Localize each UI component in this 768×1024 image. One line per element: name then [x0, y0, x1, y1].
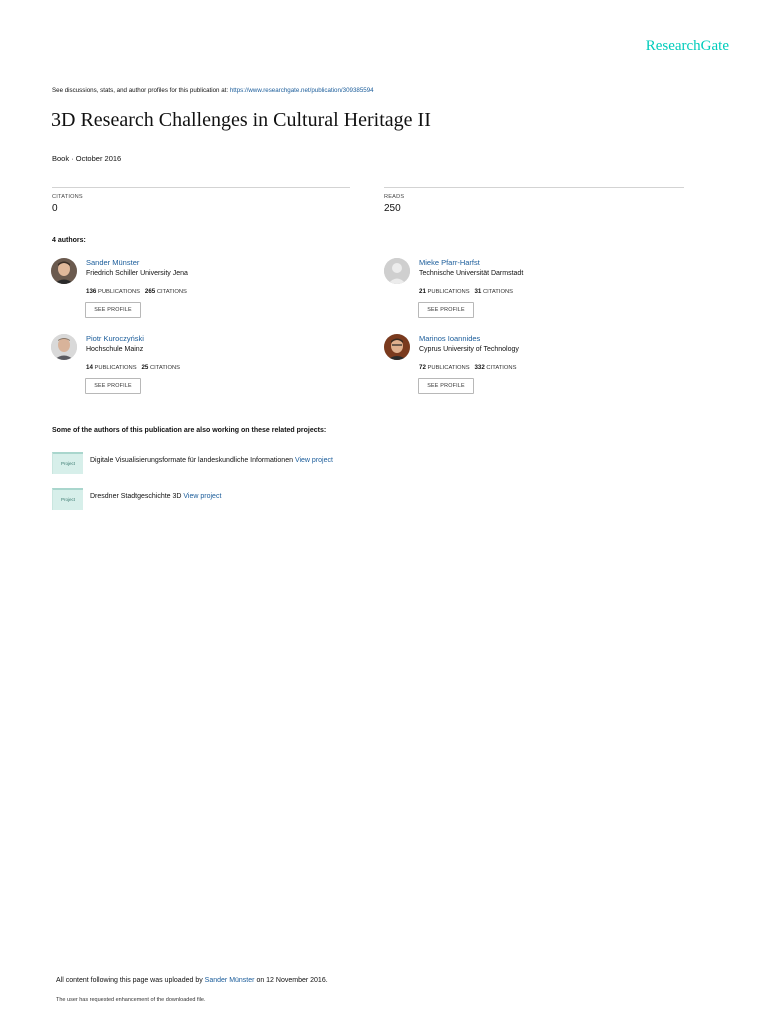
publications-label: PUBLICATIONS — [97, 289, 141, 295]
author-institution: Technische Universität Darmstadt — [419, 270, 524, 277]
publications-count: 21 — [419, 288, 426, 295]
enhancement-note: The user has requested enhancement of the downloaded file. — [56, 997, 206, 1003]
researchgate-logo[interactable]: ResearchGate — [645, 38, 729, 54]
author-stats — [86, 288, 187, 295]
citations-stat — [52, 194, 83, 214]
upload-prefix: All content following this page was uploaded by — [56, 977, 203, 984]
project-folder-icon — [52, 452, 83, 474]
divider-left — [52, 187, 350, 188]
project-icon-label: Project — [60, 497, 75, 502]
project-item — [52, 488, 452, 512]
avatar[interactable] — [51, 334, 77, 360]
upload-info — [56, 977, 328, 984]
reads-stat — [384, 194, 404, 214]
publications-count: 14 — [86, 364, 93, 371]
project-title: Digitale Visualisierungsformate für landeskundliche Informationen — [90, 457, 293, 464]
person-photo-icon — [51, 258, 77, 284]
publications-label: PUBLICATIONS — [94, 365, 137, 371]
citations-label: CITATIONS — [486, 365, 517, 371]
author-name-link[interactable]: Piotr Kuroczyński — [86, 334, 144, 343]
publication-meta: Book · October 2016 — [52, 154, 122, 163]
author-stats — [419, 288, 513, 295]
author-name-link[interactable]: Sander Münster — [86, 258, 140, 267]
citations-label: CITATIONS — [156, 289, 187, 295]
citations-count: 332 — [474, 364, 485, 371]
author-card — [51, 334, 351, 404]
view-project-link[interactable]: View project — [294, 457, 333, 464]
project-title: Dresdner Stadtgeschichte 3D — [90, 493, 182, 500]
publications-count: 136 — [86, 288, 97, 295]
citations-count: 25 — [141, 364, 149, 371]
page-title: 3D Research Challenges in Cultural Heritage II — [51, 109, 431, 131]
see-profile-button[interactable]: SEE PROFILE — [418, 302, 474, 318]
author-institution: Friedrich Schiller University Jena — [86, 270, 188, 277]
discussions-line — [52, 87, 374, 94]
citations-label: CITATIONS — [482, 289, 514, 295]
see-profile-button[interactable]: SEE PROFILE — [418, 378, 474, 394]
divider-right — [384, 187, 684, 188]
author-name-link[interactable]: Marinos Ioannides — [419, 334, 481, 343]
upload-suffix: on 12 November 2016. — [256, 977, 328, 984]
publication-url-link[interactable]: https://www.researchgate.net/publication/309385594 — [229, 87, 374, 94]
avatar[interactable] — [384, 334, 410, 360]
project-text — [90, 457, 333, 464]
citations-count: 265 — [144, 288, 156, 295]
author-card — [384, 258, 684, 328]
avatar[interactable] — [51, 258, 77, 284]
person-photo-icon — [384, 334, 410, 360]
uploader-link[interactable]: Sander Münster — [204, 977, 255, 984]
person-photo-icon — [51, 334, 77, 360]
publications-label: PUBLICATIONS — [427, 289, 470, 295]
project-icon-label: Project — [60, 461, 75, 466]
default-user-icon — [384, 258, 410, 284]
discussions-text: See discussions, stats, and author profiles for this publication at: — [52, 87, 229, 94]
citations-label: CITATIONS — [52, 194, 83, 200]
author-name-link[interactable]: Mieke Pfarr-Harfst — [419, 258, 480, 267]
author-card — [384, 334, 684, 404]
authors-heading: 4 authors: — [52, 237, 86, 244]
avatar[interactable] — [384, 258, 410, 284]
citations-value: 0 — [52, 203, 58, 214]
reads-value: 250 — [384, 203, 401, 214]
view-project-link[interactable]: View project — [183, 493, 222, 500]
citations-label: CITATIONS — [149, 365, 181, 371]
project-text — [90, 493, 221, 500]
citations-count: 31 — [474, 288, 482, 295]
publications-label: PUBLICATIONS — [427, 365, 470, 371]
author-card — [51, 258, 351, 328]
project-item — [52, 452, 452, 476]
publications-count: 72 — [419, 364, 426, 371]
reads-label: READS — [384, 194, 405, 200]
author-institution: Cyprus University of Technology — [419, 346, 519, 353]
see-profile-button[interactable]: SEE PROFILE — [85, 302, 141, 318]
author-stats — [419, 364, 516, 371]
author-institution: Hochschule Mainz — [86, 346, 144, 353]
author-stats — [86, 364, 180, 371]
project-folder-icon — [52, 488, 83, 510]
see-profile-button[interactable]: SEE PROFILE — [85, 378, 141, 394]
projects-heading: Some of the authors of this publication are also working on these related projects: — [52, 427, 327, 434]
